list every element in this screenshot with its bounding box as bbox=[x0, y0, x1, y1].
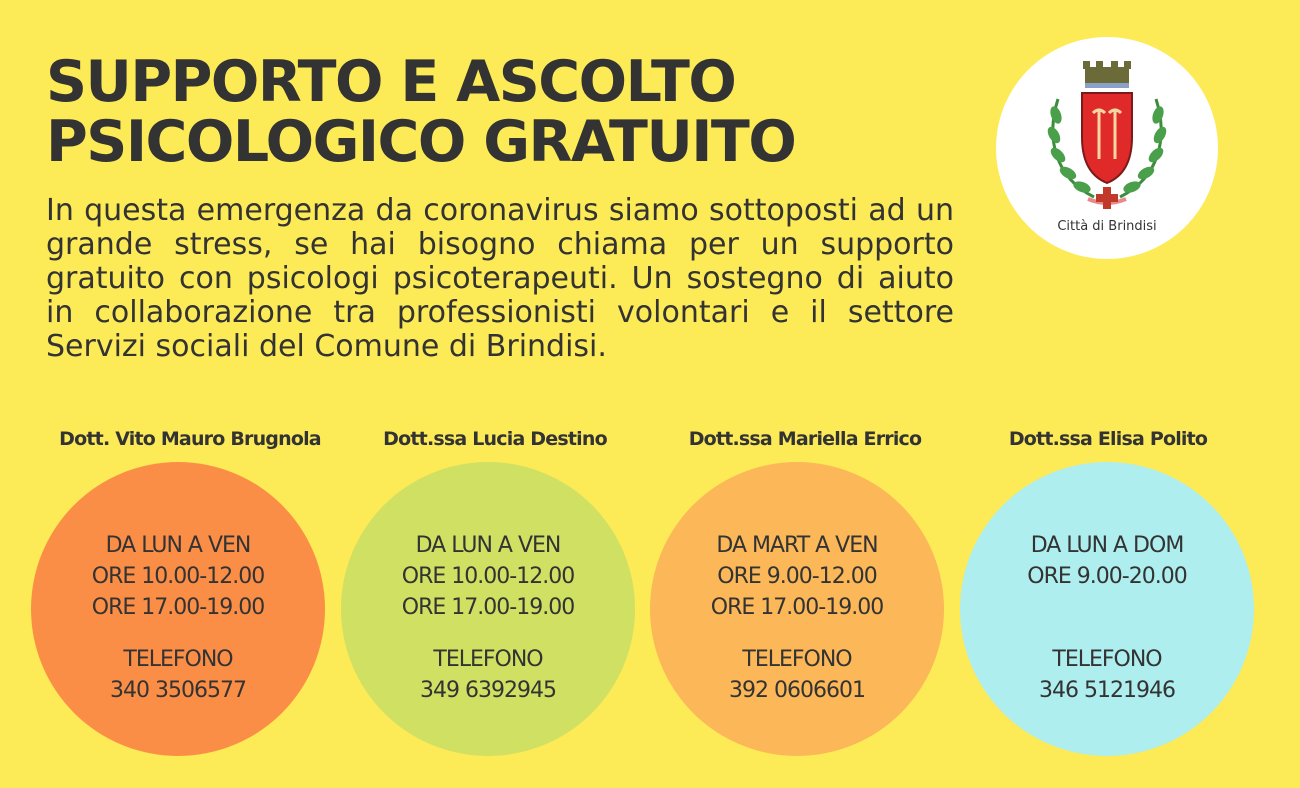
opening-hours bbox=[960, 530, 1254, 592]
phone-label: TELEFONO bbox=[433, 647, 543, 672]
contact-circle-3 bbox=[650, 462, 944, 756]
hours-text-1: ORE 10.00-12.00 bbox=[401, 564, 575, 589]
phone-label: TELEFONO bbox=[1052, 647, 1162, 672]
hours-text-2: ORE 17.00-19.00 bbox=[91, 595, 265, 620]
doctor-name-1: Dott. Vito Mauro Brugnola bbox=[59, 428, 321, 450]
phone-number[interactable]: 346 5121946 bbox=[1039, 678, 1175, 703]
doctor-name-3: Dott.ssa Mariella Errico bbox=[688, 428, 922, 450]
hours-text-2: ORE 17.00-19.00 bbox=[710, 595, 884, 620]
contact-circle-4 bbox=[960, 462, 1254, 756]
title-line-2: PSICOLOGICO GRATUITO bbox=[46, 109, 796, 175]
phone-block bbox=[31, 644, 325, 706]
phone-number[interactable]: 392 0606601 bbox=[729, 678, 865, 703]
intro-text: In questa emergenza da coronavirus siamo sottoposti ad un grande stress, se hai bisogno chiama per un supporto gratuito con psicologi psicoterapeuti. Un sostegno di aiuto in collaborazione tra professionisti volontari e il settore Servizi sociali del Comune di Brindisi. bbox=[46, 193, 954, 364]
hours-text-1: ORE 10.00-12.00 bbox=[91, 564, 265, 589]
phone-number[interactable]: 340 3506577 bbox=[110, 678, 246, 703]
opening-hours bbox=[650, 530, 944, 623]
hours-text-1: ORE 9.00-20.00 bbox=[1027, 564, 1187, 589]
phone-block bbox=[650, 644, 944, 706]
contact-circle-1 bbox=[31, 462, 325, 756]
doctor-name-2: Dott.ssa Lucia Destino bbox=[383, 428, 607, 450]
days-text: DA LUN A VEN bbox=[105, 533, 251, 558]
opening-hours bbox=[31, 530, 325, 623]
doctor-name-4: Dott.ssa Elisa Polito bbox=[1008, 428, 1208, 450]
phone-number[interactable]: 349 6392945 bbox=[420, 678, 556, 703]
hours-text-2: ORE 17.00-19.00 bbox=[401, 595, 575, 620]
phone-label: TELEFONO bbox=[123, 647, 233, 672]
phone-block bbox=[960, 644, 1254, 706]
logo-caption: Città di Brindisi bbox=[1057, 219, 1157, 234]
page-title bbox=[46, 49, 796, 175]
hours-text-1: ORE 9.00-12.00 bbox=[717, 564, 877, 589]
days-text: DA LUN A DOM bbox=[1030, 533, 1184, 558]
contact-circle-2 bbox=[341, 462, 635, 756]
phone-block bbox=[341, 644, 635, 706]
phone-label: TELEFONO bbox=[742, 647, 852, 672]
days-text: DA LUN A VEN bbox=[415, 533, 561, 558]
city-logo bbox=[996, 37, 1218, 259]
title-line-1: SUPPORTO E ASCOLTO bbox=[46, 49, 736, 115]
days-text: DA MART A VEN bbox=[716, 533, 878, 558]
opening-hours bbox=[341, 530, 635, 623]
